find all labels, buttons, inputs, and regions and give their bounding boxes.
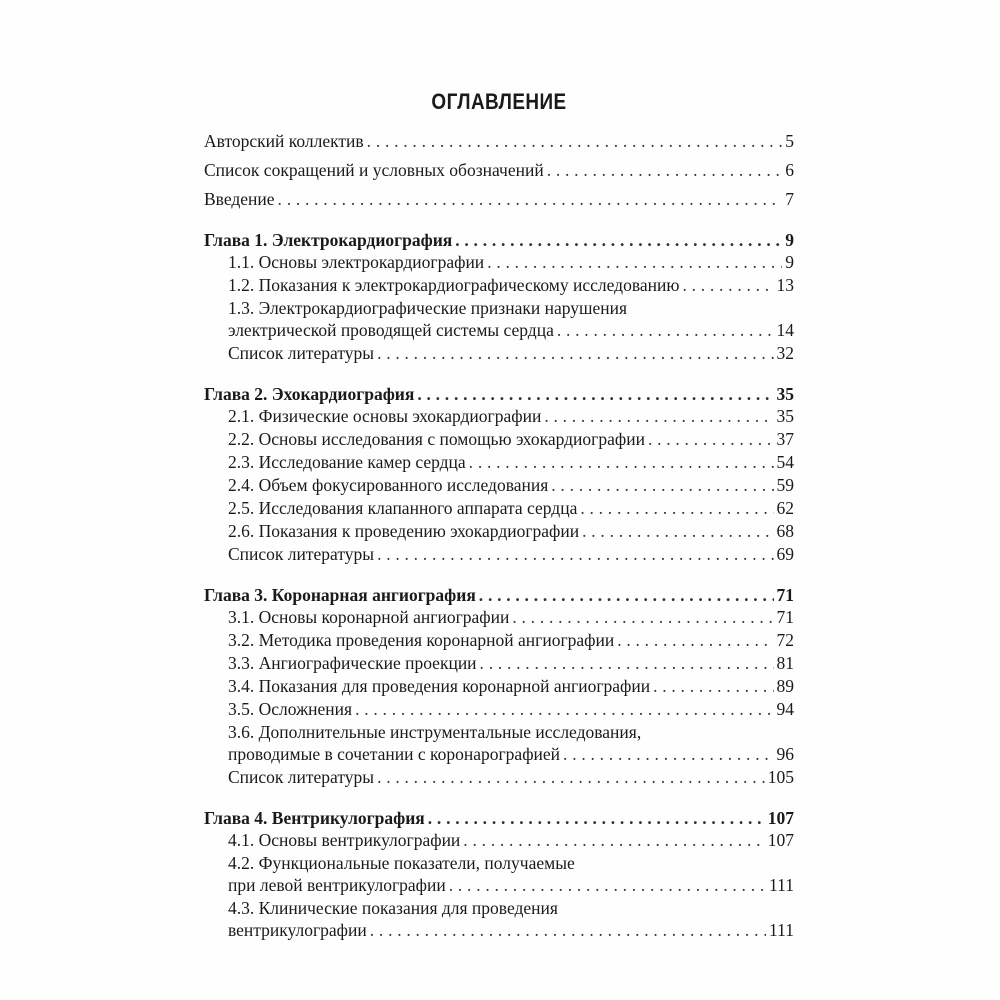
section-label: 2.3. Исследование камер сердца — [228, 452, 466, 472]
toc-page-number: 89 — [776, 676, 794, 696]
dot-leader — [479, 584, 774, 606]
toc-entry-introduction[interactable] — [204, 188, 794, 210]
section-label: 2.5. Исследования клапанного аппарата сердца — [228, 498, 578, 518]
dot-leader — [449, 874, 766, 896]
toc-section[interactable] — [204, 319, 794, 341]
chapter-label: Глава 3. Коронарная ангиография — [204, 585, 476, 605]
section-label: проводимые в сочетании с коронарографией — [228, 744, 561, 764]
dot-leader — [428, 807, 765, 829]
dot-leader — [547, 159, 783, 181]
toc-section[interactable] — [204, 497, 794, 519]
toc-section[interactable] — [204, 543, 794, 565]
chapter-block-1 — [204, 229, 794, 364]
toc-page-number: 111 — [769, 920, 794, 940]
toc-page-number: 5 — [785, 131, 794, 151]
dot-leader — [377, 543, 773, 565]
toc-page-number: 32 — [776, 343, 794, 363]
toc-page-number: 81 — [776, 653, 794, 673]
toc-chapter-4[interactable] — [204, 807, 794, 829]
table-of-contents — [204, 130, 794, 942]
dot-leader — [469, 451, 774, 473]
section-label: Список литературы — [228, 767, 375, 787]
dot-leader — [580, 497, 773, 519]
dot-leader — [278, 188, 783, 210]
dot-leader — [648, 428, 774, 450]
toc-page-number: 96 — [776, 744, 794, 764]
chapter-block-4 — [204, 807, 794, 941]
toc-entry-label: Авторский коллектив — [204, 131, 364, 151]
dot-leader — [370, 919, 766, 941]
toc-section[interactable] — [204, 251, 794, 273]
toc-page-number: 14 — [776, 320, 794, 340]
toc-page-number: 62 — [776, 498, 794, 518]
toc-section[interactable] — [204, 766, 794, 788]
dot-leader — [480, 652, 774, 674]
toc-page-number: 6 — [785, 160, 794, 180]
section-label: вентрикулографии — [228, 920, 367, 940]
dot-leader — [557, 319, 774, 341]
section-label: Список литературы — [228, 343, 375, 363]
toc-page-number: 68 — [776, 521, 794, 541]
chapter-block-2 — [204, 383, 794, 565]
toc-section[interactable] — [204, 874, 794, 896]
toc-chapter-2[interactable] — [204, 383, 794, 405]
chapter-label: Глава 1. Электрокардиография — [204, 230, 453, 250]
dot-leader — [377, 766, 765, 788]
section-label: 1.2. Показания к электрокардиографическому исследованию — [228, 275, 680, 295]
toc-entry-label: Введение — [204, 189, 275, 209]
toc-section[interactable] — [204, 606, 794, 628]
toc-section[interactable] — [204, 652, 794, 674]
section-label-line1: 4.3. Клинические показания для проведения — [228, 898, 558, 918]
toc-entry-abbreviations[interactable] — [204, 159, 794, 181]
toc-page-number: 9 — [785, 252, 794, 272]
toc-page-number: 37 — [776, 429, 794, 449]
chapter-block-3 — [204, 584, 794, 788]
section-label: 2.1. Физические основы эхокардиографии — [228, 406, 542, 426]
dot-leader — [653, 675, 773, 697]
chapter-label: Глава 4. Вентрикулография — [204, 808, 425, 828]
toc-section[interactable] — [204, 698, 794, 720]
toc-page-number: 107 — [767, 830, 794, 850]
toc-section[interactable] — [204, 675, 794, 697]
dot-leader — [355, 698, 773, 720]
toc-section[interactable] — [204, 428, 794, 450]
toc-page-number: 9 — [785, 230, 794, 250]
toc-page-number: 111 — [769, 875, 794, 895]
section-label-line1: 3.6. Дополнительные инструментальные исследования, — [228, 722, 642, 742]
toc-entry-label: Список сокращений и условных обозначений — [204, 160, 544, 180]
section-label-line1: 4.2. Функциональные показатели, получаемые — [228, 853, 575, 873]
toc-page-number: 105 — [767, 767, 794, 787]
toc-section[interactable] — [204, 405, 794, 427]
dot-leader — [551, 474, 773, 496]
toc-page-number: 35 — [776, 384, 794, 404]
section-label: 2.6. Показания к проведению эхокардиографии — [228, 521, 580, 541]
dot-leader — [544, 405, 773, 427]
dot-leader — [563, 743, 773, 765]
toc-page-number: 107 — [767, 808, 794, 828]
toc-section[interactable] — [204, 829, 794, 851]
dot-leader — [682, 274, 773, 296]
toc-page-number: 71 — [776, 607, 794, 627]
dot-leader — [487, 251, 782, 273]
section-label-line1: 1.3. Электрокардиографические признаки нарушения — [228, 298, 627, 318]
dot-leader — [582, 520, 773, 542]
dot-leader — [455, 229, 782, 251]
section-label: 4.1. Основы вентрикулографии — [228, 830, 461, 850]
section-label: 3.2. Методика проведения коронарной ангиографии — [228, 630, 615, 650]
toc-section[interactable] — [204, 520, 794, 542]
toc-page-number: 69 — [776, 544, 794, 564]
page-title: ОГЛАВЛЕНИЕ — [431, 89, 567, 114]
toc-chapter-3[interactable] — [204, 584, 794, 606]
toc-page-number: 7 — [785, 189, 794, 209]
toc-page-number: 94 — [776, 699, 794, 719]
toc-page-number: 35 — [776, 406, 794, 426]
dot-leader — [463, 829, 764, 851]
dot-leader — [377, 342, 773, 364]
section-label: 2.4. Объем фокусированного исследования — [228, 475, 549, 495]
toc-section[interactable] — [204, 474, 794, 496]
section-label: электрической проводящей системы сердца — [228, 320, 554, 340]
toc-section[interactable] — [204, 451, 794, 473]
section-label: Список литературы — [228, 544, 375, 564]
section-label: 3.5. Осложнения — [228, 699, 353, 719]
toc-section[interactable] — [204, 342, 794, 364]
section-label: 3.4. Показания для проведения коронарной ангиографии — [228, 676, 651, 696]
toc-page-number: 72 — [776, 630, 794, 650]
section-label: 3.1. Основы коронарной ангиографии — [228, 607, 510, 627]
section-label: 3.3. Ангиографические проекции — [228, 653, 477, 673]
toc-page-number: 59 — [776, 475, 794, 495]
toc-page-number: 13 — [776, 275, 794, 295]
toc-page-number: 54 — [776, 452, 794, 472]
section-label: при левой вентрикулографии — [228, 875, 446, 895]
section-label: 1.1. Основы электрокардиографии — [228, 252, 485, 272]
toc-page-number: 71 — [776, 585, 794, 605]
section-label: 2.2. Основы исследования с помощью эхокардиографии — [228, 429, 645, 449]
dot-leader — [417, 383, 773, 405]
toc-section[interactable] — [204, 743, 794, 765]
toc-section[interactable] — [204, 919, 794, 941]
chapter-label: Глава 2. Эхокардиография — [204, 384, 415, 404]
dot-leader — [617, 629, 773, 651]
toc-section[interactable] — [204, 629, 794, 651]
dot-leader — [512, 606, 773, 628]
dot-leader — [367, 130, 783, 152]
toc-section[interactable] — [204, 274, 794, 296]
toc-chapter-1[interactable] — [204, 229, 794, 251]
toc-entry-authors[interactable] — [204, 130, 794, 152]
